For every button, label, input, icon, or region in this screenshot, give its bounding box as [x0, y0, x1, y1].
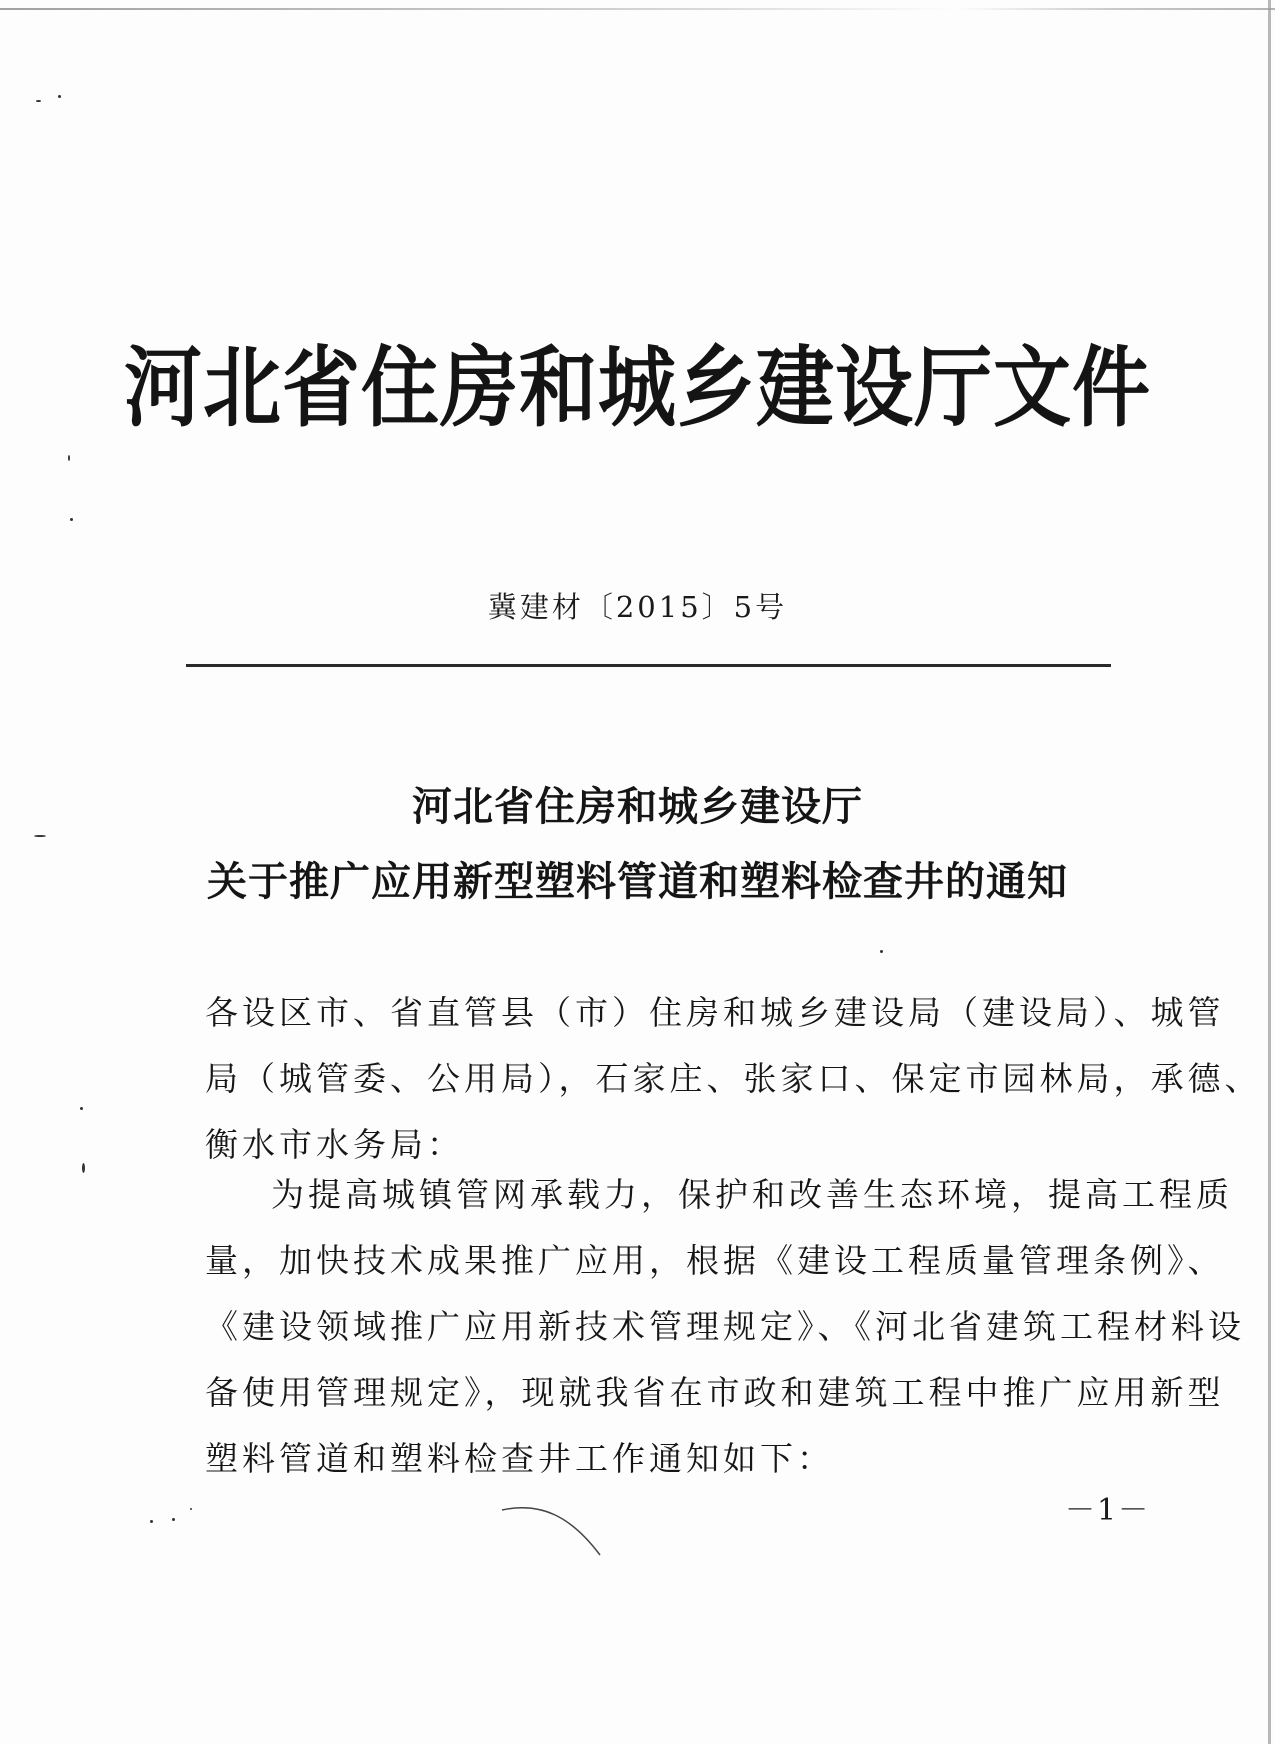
scan-speck [34, 835, 46, 837]
body-paragraph [205, 1162, 1245, 1492]
paragraph-line: 备使用管理规定》，现就我省在市政和建筑工程中推广应用新型 [205, 1373, 1225, 1412]
scan-speck [82, 1163, 85, 1173]
scan-speck [172, 1518, 175, 1521]
addressee-block [205, 980, 1262, 1178]
notice-title-line-1: 河北省住房和城乡建设厅 [412, 783, 863, 830]
scan-speck [190, 1508, 192, 1510]
scan-speck [70, 518, 73, 521]
scan-stroke [500, 1500, 610, 1560]
scan-speck [150, 1520, 153, 1523]
document-number: 冀建材〔2015〕5号 [487, 590, 788, 624]
paragraph-line: 量，加快技术成果推广应用，根据《建设工程质量管理条例》、 [205, 1241, 1225, 1280]
scan-speck [68, 455, 70, 461]
scan-speck [880, 950, 883, 953]
notice-title-line-2: 关于推广应用新型塑料管道和塑料检查井的通知 [207, 858, 1068, 905]
scan-speck [36, 100, 41, 102]
paragraph-line: 为提高城镇管网承载力，保护和改善生态环境，提高工程质 [271, 1175, 1233, 1214]
scan-speck [58, 95, 61, 98]
paragraph-line: 《建设领域推广应用新技术管理规定》、《河北省建筑工程材料设 [205, 1307, 1245, 1346]
issuer-heading: 河北省住房和城乡建设厅文件 [123, 337, 1151, 440]
scan-speck [80, 1107, 83, 1110]
page-number: －1－ [1065, 1493, 1151, 1528]
header-divider [186, 664, 1111, 667]
scan-edge-top [0, 8, 1275, 10]
addressee-line: 局（城管委、公用局），石家庄、张家口、保定市园林局，承德、 [205, 1059, 1262, 1098]
paragraph-line: 塑料管道和塑料检查井工作通知如下： [205, 1439, 834, 1478]
addressee-line: 衡水市水务局： [205, 1125, 464, 1164]
addressee-line: 各设区市、省直管县（市）住房和城乡建设局（建设局）、城管 [205, 993, 1225, 1032]
